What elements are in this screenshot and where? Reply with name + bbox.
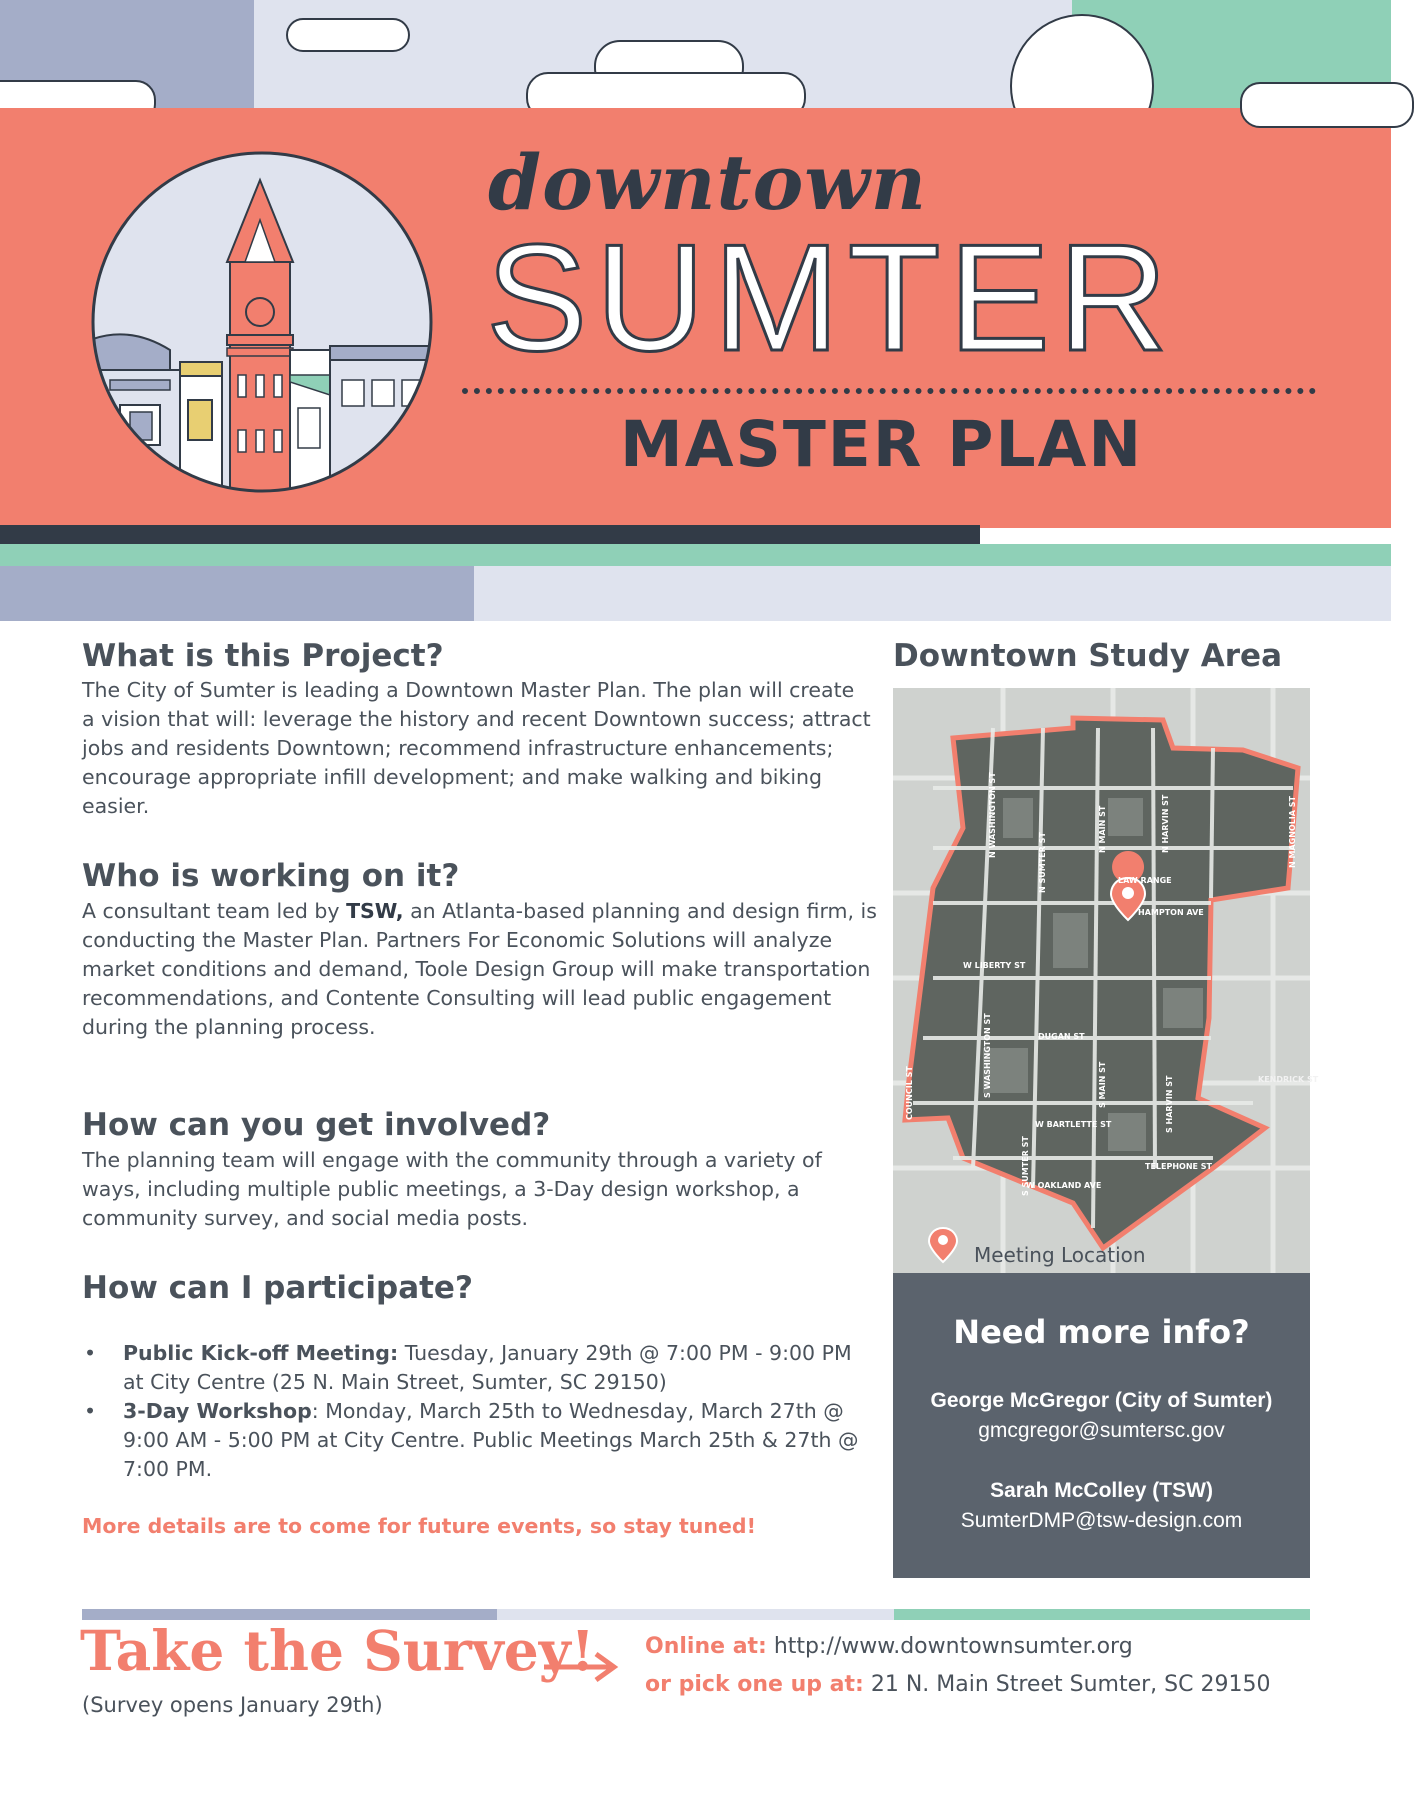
section-heading-involved: How can you get involved?	[82, 1107, 551, 1143]
street-label: S SUMTER ST	[1021, 1136, 1030, 1196]
survey-pickup	[645, 1672, 1270, 1697]
street-label: LAW RANGE	[1118, 876, 1172, 885]
street-label: N MAGNOLIA ST	[1288, 796, 1297, 868]
list-item	[82, 1397, 862, 1484]
survey-title: Take the Survey!	[80, 1618, 595, 1683]
street-label: S HARVIN ST	[1165, 1075, 1174, 1133]
header-mint-strip	[0, 544, 1391, 566]
survey-subtitle: (Survey opens January 29th)	[82, 1693, 383, 1717]
street-label: W OAKLAND AVE	[1026, 1181, 1102, 1190]
survey-pickup-label: or pick one up at:	[645, 1672, 864, 1697]
street-label: N SUMTER ST	[1038, 832, 1047, 893]
street-label: S WASHINGTON ST	[983, 1013, 992, 1098]
footer-bar-mint	[894, 1609, 1310, 1620]
header-light-strip	[474, 566, 1391, 621]
section-body-project: The City of Sumter is leading a Downtown Master Plan. The plan will create a vision that will: leverage the history and recent Downtown success; attract jobs and residents Downtown; recommend infrastructure enhancements; encourage appropriate infill development; and make walking and biking easier.	[82, 678, 871, 818]
street-label: DUGAN ST	[1038, 1032, 1085, 1041]
study-area-map	[893, 688, 1319, 1273]
street-label: TELEPHONE ST	[1145, 1162, 1213, 1171]
section-heading-participate: How can I participate?	[82, 1270, 473, 1306]
survey-online	[645, 1634, 1133, 1659]
survey-online-link[interactable]: http://www.downtownsumter.org	[766, 1634, 1133, 1659]
header-slate-strip	[0, 566, 474, 621]
more-info-box	[893, 1273, 1310, 1578]
map-title: Downtown Study Area	[893, 638, 1282, 674]
header-dotted-divider	[462, 388, 1316, 394]
section-heading-project: What is this Project?	[82, 638, 444, 674]
survey-pickup-address: 21 N. Main Street Sumter, SC 29150	[863, 1672, 1271, 1697]
contact-email: SumterDMP@tsw-design.com	[960, 1509, 1243, 1532]
event-label: 3-Day Workshop	[123, 1399, 312, 1423]
list-item	[82, 1339, 862, 1397]
participate-list	[82, 1339, 862, 1484]
map-graphic	[893, 688, 1310, 1273]
street-label: KENDRICK ST	[1258, 1075, 1319, 1084]
stay-tuned-note: More details are to come for future events, so stay tuned!	[82, 1514, 756, 1538]
header-subtitle: MASTER PLAN	[620, 408, 1144, 481]
header-script-title: downtown	[488, 138, 927, 227]
street-label: N HARVIN ST	[1161, 794, 1170, 853]
cloud-decoration	[1240, 82, 1414, 128]
event-label: Public Kick-off Meeting:	[123, 1341, 399, 1365]
team-text-end: an Atlanta-based planning and design firm, is conducting the Master Plan. Partners For Economic Solutions will analyze market conditions and demand, Toole Design Group will make transportation recommendations, and Contente Consulting will lead public engagement during the planning process.	[82, 899, 877, 1039]
contact-email: gmcgregor@sumtersc.gov	[978, 1419, 1225, 1442]
street-label: S MAIN ST	[1098, 1061, 1107, 1108]
event-details: Tuesday, January 29th @ 7:00 PM - 9:00 PM at City Centre (25 N. Main Street, Sumter, SC 29150)	[123, 1341, 852, 1394]
section-heading-team: Who is working on it?	[82, 858, 460, 894]
header-main-title: SUMTER	[486, 213, 1176, 383]
street-label: COUNCIL ST	[905, 1066, 914, 1120]
survey-online-label: Online at:	[645, 1634, 767, 1659]
team-text-start: A consultant team led by	[82, 899, 347, 923]
header-dark-strip	[0, 525, 980, 544]
arrow-right-icon	[544, 1650, 620, 1684]
street-label: N MAIN ST	[1098, 805, 1107, 853]
clock-tower-emblem	[90, 150, 434, 494]
section-body-involved: The planning team will engage with the community through a variety of ways, including multiple public meetings, a 3-Day design workshop, a community survey, and social media posts.	[82, 1148, 822, 1230]
team-text-tsw: TSW,	[346, 899, 404, 923]
event-details: : Monday, March 25th to Wednesday, March 27th @ 9:00 AM - 5:00 PM at City Centre. Public Meetings March 25th & 27th @ 7:00 PM.	[123, 1399, 859, 1481]
contact-name: Sarah McColley (TSW)	[990, 1479, 1213, 1502]
info-heading: Need more info?	[953, 1313, 1250, 1351]
meeting-location-caption: Meeting Location	[974, 1243, 1146, 1267]
section-body-team	[82, 897, 882, 1042]
street-label: W LIBERTY ST	[963, 961, 1026, 970]
cloud-decoration	[286, 18, 410, 52]
street-label: W BARTLETTE ST	[1035, 1120, 1112, 1129]
contact-name: George McGregor (City of Sumter)	[930, 1389, 1273, 1412]
street-label: HAMPTON AVE	[1138, 908, 1204, 917]
street-label: N WASHINGTON ST	[988, 772, 997, 858]
